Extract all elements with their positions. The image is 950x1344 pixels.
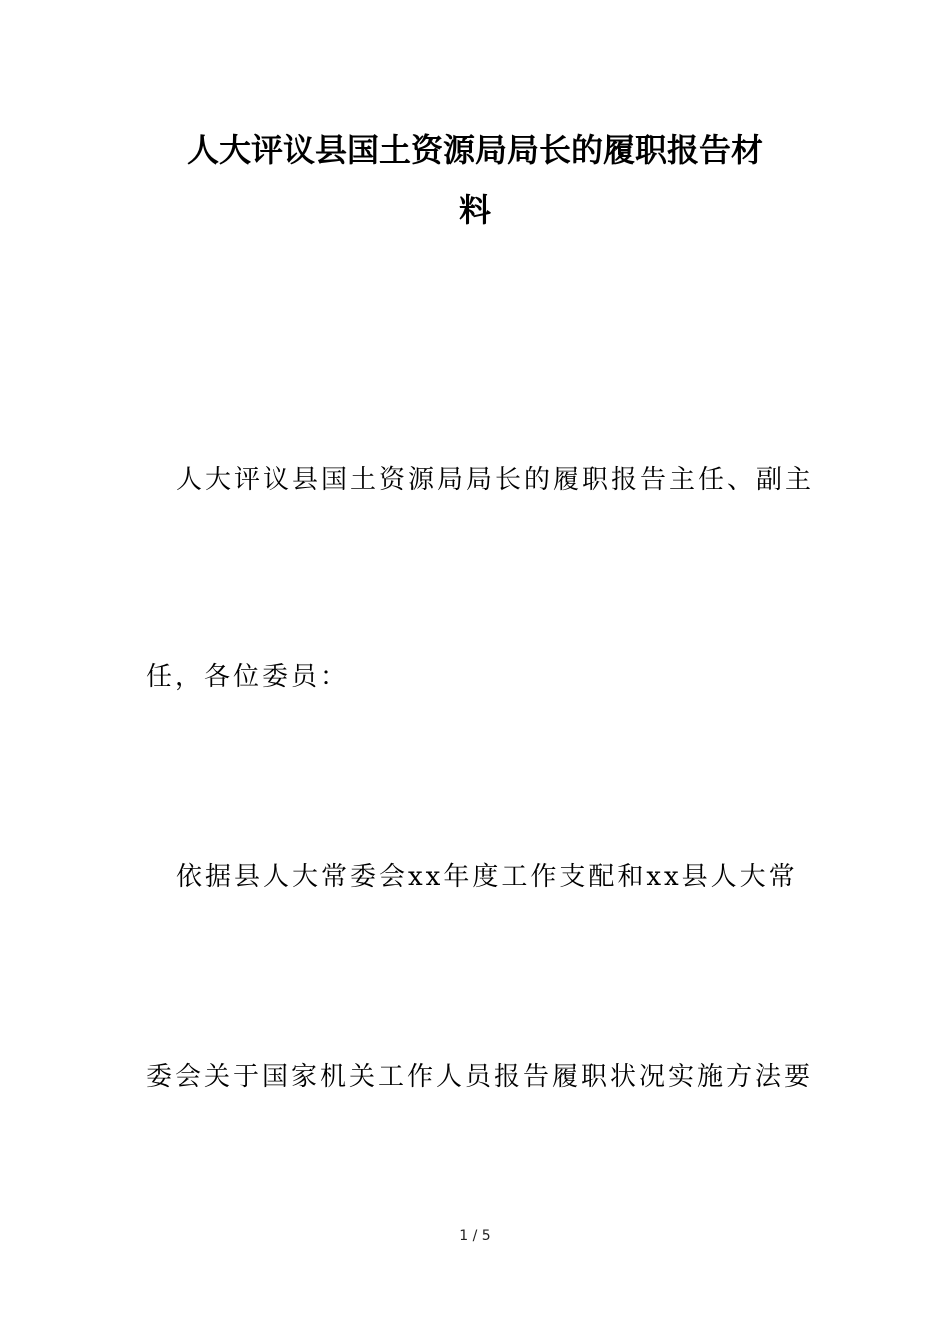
body-paragraph-line-3: 依据县人大常委会xx年度工作支配和xx县人大常 (176, 862, 798, 892)
page-number: 1 / 5 (459, 1228, 491, 1244)
document-title-line-1: 人大评议县国土资源局局长的履职报告材 (186, 131, 763, 169)
body-paragraph-line-1: 人大评议县国土资源局局长的履职报告主任、副主 (176, 465, 815, 495)
body-paragraph-line-4: 委会关于国家机关工作人员报告履职状况实施方法要 (146, 1062, 814, 1092)
document-title-line-2: 料 (458, 191, 491, 229)
body-paragraph-line-2: 任，各位委员： (146, 662, 350, 692)
